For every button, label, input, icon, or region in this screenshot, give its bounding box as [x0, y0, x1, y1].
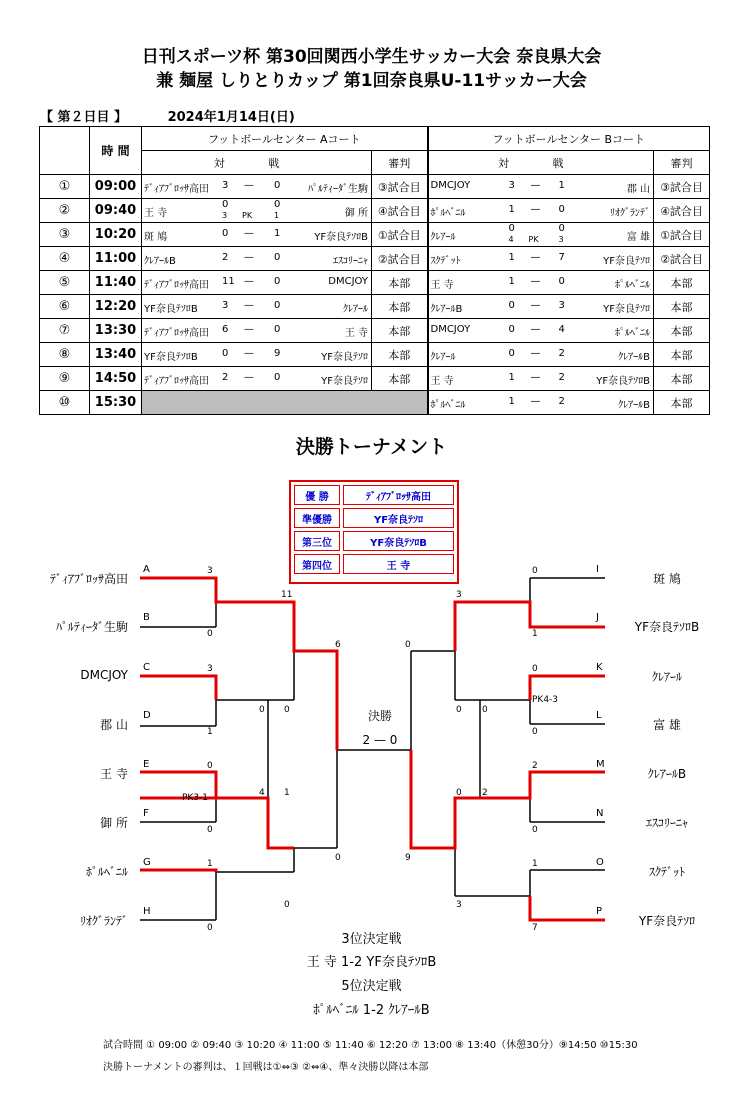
right-team-name: 斑 鳩: [653, 572, 681, 586]
score1: 0: [508, 348, 515, 359]
referee-cell: 本部: [654, 367, 710, 391]
header-vs-a: 対 戦: [142, 151, 372, 175]
ranking-label: 第三位: [294, 531, 340, 551]
right-team-slot: J: [596, 612, 599, 623]
third-place-match: 王 寺 1-2 YF奈良ﾃｿﾛB: [306, 955, 437, 970]
dash: —: [244, 228, 254, 239]
left-team-slot: B: [143, 612, 150, 623]
fifth-place-title: 5位決定戦: [341, 979, 402, 994]
team2: ｴｽｺﾘｰﾆｬ: [333, 256, 368, 267]
match-box: [142, 175, 371, 198]
round-score: 0: [335, 853, 341, 863]
match-court-b: [428, 295, 654, 319]
dash: —: [530, 180, 541, 191]
left-team-slot: E: [143, 759, 150, 770]
dash: —: [244, 372, 254, 383]
third-place-title: 3位決定戦: [341, 932, 402, 947]
round-score: 1: [284, 788, 290, 798]
footer-referees: 決勝トーナメントの審判は、１回戦は①⇔③ ②⇔④、準々決勝以降は本部: [103, 1062, 429, 1073]
day-label: 【 第２日目 】: [40, 110, 128, 125]
score1: 11: [222, 276, 235, 287]
header-court-b: フットボールセンター Bコート: [428, 127, 710, 151]
referee-cell: ①試合目: [372, 223, 428, 247]
day-header: [40, 106, 331, 125]
team1: 斑 鳩: [144, 232, 168, 243]
score1: 3: [508, 180, 515, 191]
match-court-a: [142, 223, 372, 247]
match-court-a: [142, 343, 372, 367]
team1: ﾎﾟﾙﾍﾞﾆﾙ: [430, 208, 466, 219]
match-court-a: [142, 199, 372, 223]
team2: 御 所: [344, 208, 368, 219]
right-team-slot: K: [596, 662, 603, 673]
left-team-slot: C: [143, 662, 150, 673]
team2: ﾘｵｸﾞﾗﾝﾃﾞ: [610, 208, 650, 219]
referee-cell: 本部: [654, 295, 710, 319]
match-box: [429, 199, 654, 222]
team2: DMCJOY: [328, 276, 368, 287]
left-team-score: 0: [207, 923, 213, 933]
referee-cell: ②試合目: [654, 247, 710, 271]
score1: 0: [508, 324, 515, 335]
score2: 0: [274, 300, 281, 311]
left-team-slot: H: [143, 906, 151, 917]
match-number: ⑩: [40, 391, 90, 415]
schedule-row: [40, 223, 710, 247]
match-box: [142, 343, 371, 366]
team2: YF奈良ﾃｿﾛB: [314, 232, 368, 243]
score2: 0: [274, 180, 281, 191]
fifth-place-match: ﾎﾟﾙﾍﾞﾆﾙ 1-2 ｸﾚｱｰﾙB: [313, 1003, 430, 1018]
team1: ｽｸﾃﾞｯﾄ: [430, 256, 461, 267]
referee-cell: ④試合目: [654, 199, 710, 223]
match-box: [429, 223, 654, 246]
team1: DMCJOY: [430, 324, 471, 335]
match-number: ⑦: [40, 319, 90, 343]
match-number: ⑥: [40, 295, 90, 319]
match-box: [142, 367, 371, 390]
dash: —: [244, 348, 254, 359]
score2: 0: [274, 324, 281, 335]
dash: —: [530, 300, 541, 311]
pk-label: PK: [528, 235, 539, 244]
match-court-b: [428, 343, 654, 367]
schedule-row: [40, 295, 710, 319]
referee-cell: ②試合目: [372, 247, 428, 271]
left-team-slot: A: [143, 564, 150, 575]
score2: 7: [558, 252, 565, 263]
right-team-score: 1: [532, 629, 538, 639]
match-time: 13:40: [90, 343, 142, 367]
pk-score1: 3: [222, 211, 228, 220]
score2: 0: [558, 223, 565, 234]
score2: 0: [274, 276, 281, 287]
schedule-row: [40, 343, 710, 367]
right-team-name: 富 雄: [653, 718, 681, 732]
match-number: ③: [40, 223, 90, 247]
round-score: 9: [405, 853, 411, 863]
round-score: 0: [284, 705, 290, 715]
dash: —: [244, 180, 254, 191]
score1: 0: [508, 300, 515, 311]
schedule-row: [40, 175, 710, 199]
team2: ｸﾚｱｰﾙ: [343, 304, 368, 315]
match-box: [142, 247, 371, 270]
team2: YF奈良ﾃｿﾛ: [603, 256, 650, 267]
match-time: 12:20: [90, 295, 142, 319]
left-team-name: ﾃﾞｨｱﾌﾞﾛｯｻ高田: [49, 572, 128, 586]
match-court-b: [428, 319, 654, 343]
team1: 王 寺: [430, 280, 454, 291]
match-number: ⑧: [40, 343, 90, 367]
team1: YF奈良ﾃｿﾛB: [144, 304, 198, 315]
right-team-score: 0: [532, 664, 538, 674]
team2: YF奈良ﾃｿﾛ: [321, 376, 368, 387]
team2: 郡 山: [626, 184, 650, 195]
team2: YF奈良ﾃｿﾛB: [596, 376, 650, 387]
dash: —: [244, 276, 254, 287]
match-time: 13:30: [90, 319, 142, 343]
round-score: 0: [405, 640, 411, 650]
schedule-row: [40, 367, 710, 391]
left-team-slot: G: [143, 857, 151, 868]
day-date: 2024年1月14日(日): [167, 110, 295, 125]
referee-cell: 本部: [372, 367, 428, 391]
score2: 0: [558, 204, 565, 215]
referee-cell: 本部: [372, 271, 428, 295]
tournament-title: 日刊スポーツ杯 第30回関西小学生サッカー大会 奈良県大会: [141, 47, 602, 67]
score1: 0: [222, 199, 229, 210]
right-team-slot: N: [596, 808, 604, 819]
left-team-name: ﾎﾟﾙﾍﾞﾆﾙ: [85, 865, 128, 879]
ranking-row: [294, 531, 454, 551]
final-tournament-title: 決勝トーナメント: [295, 436, 448, 458]
pk-label: PK: [242, 211, 253, 220]
score2: 9: [274, 348, 281, 359]
schedule-row: [40, 247, 710, 271]
right-team-name: ｸﾚｱｰﾙB: [647, 767, 687, 781]
round-score: 0: [482, 705, 488, 715]
left-team-score: 0: [207, 825, 213, 835]
right-team-name: YF奈良ﾃｿﾛB: [634, 620, 700, 634]
match-court-a: [142, 247, 372, 271]
score1: 1: [508, 372, 515, 383]
team1: 王 寺: [430, 376, 454, 387]
schedule-row: [40, 199, 710, 223]
right-team-score: 2: [532, 761, 538, 771]
left-team-slot: D: [143, 710, 151, 721]
bracket-lines: [0, 560, 743, 940]
match-box: [429, 391, 654, 414]
dash: —: [530, 252, 541, 263]
match-box: [429, 247, 654, 270]
match-court-b: [428, 391, 654, 415]
match-court-b: [428, 223, 654, 247]
pk-score1: 4: [508, 235, 514, 244]
score1: 1: [508, 396, 515, 407]
team1: ｸﾚｱｰﾙ: [430, 352, 456, 363]
left-team-name: 王 寺: [100, 767, 128, 781]
dash: —: [530, 276, 541, 287]
pk-score2: 3: [558, 235, 564, 244]
team1: DMCJOY: [430, 180, 471, 191]
round-score: 11: [281, 590, 293, 600]
header-court-a: フットボールセンター Aコート: [142, 127, 428, 151]
ranking-team: YF奈良ﾃｿﾛB: [343, 531, 454, 551]
left-team-slot: F: [143, 808, 149, 819]
header-vs-b: 対 戦: [428, 151, 654, 175]
score2: 3: [558, 300, 565, 311]
match-court-b: [428, 367, 654, 391]
round-score: 2: [482, 788, 488, 798]
match-box: [429, 343, 654, 366]
team1: YF奈良ﾃｿﾛB: [144, 352, 198, 363]
match-number: ①: [40, 175, 90, 199]
score2: 0: [274, 372, 281, 383]
match-court-a: [142, 367, 372, 391]
empty-court-cell: [142, 391, 428, 415]
round-score: 0: [456, 788, 462, 798]
left-team-name: ﾘｵｸﾞﾗﾝﾃﾞ: [79, 914, 128, 928]
referee-cell: 本部: [654, 343, 710, 367]
left-team-name: DMCJOY: [80, 668, 128, 682]
score1: 2: [222, 372, 229, 383]
match-box: [142, 319, 371, 342]
match-number: ⑨: [40, 367, 90, 391]
final-label: 決勝: [367, 709, 392, 723]
referee-cell: ③試合目: [654, 175, 710, 199]
match-court-a: [142, 271, 372, 295]
tournament-subtitle: 兼 麺屋 しりとりカップ 第1回奈良県U-11サッカー大会: [156, 71, 587, 91]
referee-cell: 本部: [372, 319, 428, 343]
team1: ﾃﾞｨｱﾌﾞﾛｯｻ高田: [144, 280, 209, 291]
team2: ｸﾚｱｰﾙB: [618, 352, 650, 363]
right-team-name: ｸﾚｱｰﾙ: [651, 670, 682, 684]
score2: 0: [558, 276, 565, 287]
right-team-slot: L: [596, 710, 602, 721]
score1: 0: [222, 228, 229, 239]
match-time: 09:00: [90, 175, 142, 199]
match-box: [429, 319, 654, 342]
match-court-a: [142, 175, 372, 199]
match-time: 15:30: [90, 391, 142, 415]
team1: ﾃﾞｨｱﾌﾞﾛｯｻ高田: [144, 376, 209, 387]
right-team-score: 0: [532, 727, 538, 737]
round-score: PK4-3: [532, 695, 559, 705]
left-team-name: ﾊﾟﾙﾃｨｰﾀﾞ生駒: [55, 620, 128, 634]
match-court-b: [428, 175, 654, 199]
match-box: [429, 295, 654, 318]
score2: 1: [558, 180, 565, 191]
match-number: ②: [40, 199, 90, 223]
referee-cell: 本部: [372, 295, 428, 319]
match-box: [429, 271, 654, 294]
match-court-b: [428, 199, 654, 223]
match-time: 11:40: [90, 271, 142, 295]
score1: 1: [508, 276, 515, 287]
ranking-label: 準優勝: [294, 508, 340, 528]
round-score: 3: [456, 590, 462, 600]
score1: 0: [508, 223, 515, 234]
referee-cell: ④試合目: [372, 199, 428, 223]
right-team-score: 1: [532, 859, 538, 869]
right-team-name: YF奈良ﾃｿﾛ: [638, 914, 696, 928]
referee-cell: 本部: [372, 343, 428, 367]
right-team-score: 0: [532, 566, 538, 576]
left-team-name: 御 所: [100, 816, 128, 830]
dash: —: [530, 372, 541, 383]
right-team-slot: I: [596, 564, 599, 575]
ranking-label: 第四位: [294, 554, 340, 574]
ranking-team: YF奈良ﾃｿﾛ: [343, 508, 454, 528]
score1: 6: [222, 324, 229, 335]
dash: —: [530, 204, 541, 215]
referee-cell: 本部: [654, 319, 710, 343]
round-score: PK3-1: [182, 793, 209, 803]
right-team-slot: O: [596, 857, 604, 868]
team2: ｸﾚｱｰﾙB: [618, 400, 650, 411]
team1: ｸﾚｱｰﾙ: [430, 232, 456, 243]
match-court-a: [142, 295, 372, 319]
team2: YF奈良ﾃｿﾛ: [603, 304, 650, 315]
score2: 4: [558, 324, 565, 335]
team1: 王 寺: [144, 208, 168, 219]
footer-times: 試合時間 ① 09:00 ② 09:40 ③ 10:20 ④ 11:00 ⑤ 11:40 ⑥ 12:20 ⑦ 13:00 ⑧ 13:40（休憩30分）⑨14:50 ⑩15:30: [103, 1040, 638, 1051]
left-team-name: 郡 山: [100, 718, 128, 732]
team1: ｸﾚｱｰﾙB: [430, 304, 463, 315]
score1: 1: [508, 204, 515, 215]
team2: 富 雄: [626, 232, 650, 243]
score1: 1: [508, 252, 515, 263]
match-box: [142, 295, 371, 318]
ranking-row: [294, 508, 454, 528]
match-court-b: [428, 271, 654, 295]
match-time: 14:50: [90, 367, 142, 391]
match-box: [142, 271, 371, 294]
score2: 2: [558, 396, 565, 407]
team2: ﾊﾟﾙﾃｨｰﾀﾞ生駒: [308, 184, 368, 195]
schedule-row: [40, 319, 710, 343]
round-score: 4: [259, 788, 265, 798]
score2: 0: [274, 252, 281, 263]
referee-cell: ③試合目: [372, 175, 428, 199]
score2: 1: [274, 228, 281, 239]
round-score: 6: [335, 640, 341, 650]
team2: ﾎﾟﾙﾍﾞﾆﾙ: [615, 280, 650, 291]
match-box: [142, 199, 371, 222]
round-score: 0: [456, 705, 462, 715]
left-team-score: 3: [207, 664, 213, 674]
score1: 3: [222, 180, 229, 191]
score2: 2: [558, 348, 565, 359]
pk-score2: 1: [274, 211, 280, 220]
score2: 0: [274, 199, 281, 210]
match-box: [142, 223, 371, 246]
match-time: 11:00: [90, 247, 142, 271]
dash: —: [244, 300, 254, 311]
left-team-score: 3: [207, 566, 213, 576]
match-box: [429, 175, 654, 198]
schedule-table: [39, 126, 710, 415]
match-time: 10:20: [90, 223, 142, 247]
header-blank: [40, 127, 90, 175]
match-number: ⑤: [40, 271, 90, 295]
dash: —: [530, 348, 541, 359]
dash: —: [530, 396, 541, 407]
header-ref-b: 審判: [654, 151, 710, 175]
right-team-name: ｴｽｺﾘｰﾆｬ: [645, 816, 688, 830]
score1: 3: [222, 300, 229, 311]
final-score: 2 — 0: [362, 733, 398, 747]
referee-cell: 本部: [654, 391, 710, 415]
left-team-score: 0: [207, 761, 213, 771]
round-score: 0: [284, 900, 290, 910]
schedule-row: [40, 391, 710, 415]
team1: ﾎﾟﾙﾍﾞﾆﾙ: [430, 400, 466, 411]
referee-cell: ①試合目: [654, 223, 710, 247]
left-team-score: 1: [207, 859, 213, 869]
left-team-score: 1: [207, 727, 213, 737]
score1: 0: [222, 348, 229, 359]
team2: ﾎﾟﾙﾍﾞﾆﾙ: [615, 328, 650, 339]
ranking-label: 優 勝: [294, 485, 340, 505]
ranking-team: ﾃﾞｨｱﾌﾞﾛｯｻ高田: [343, 485, 454, 505]
team1: ﾃﾞｨｱﾌﾞﾛｯｻ高田: [144, 328, 209, 339]
ranking-row: [294, 485, 454, 505]
dash: —: [530, 324, 541, 335]
referee-cell: 本部: [654, 271, 710, 295]
team2: 王 寺: [344, 328, 368, 339]
match-court-a: [142, 319, 372, 343]
match-time: 09:40: [90, 199, 142, 223]
dash: —: [244, 324, 254, 335]
match-court-b: [428, 247, 654, 271]
right-team-score: 7: [532, 923, 538, 933]
team1: ﾃﾞｨｱﾌﾞﾛｯｻ高田: [144, 184, 209, 195]
right-team-slot: P: [596, 906, 603, 917]
right-team-name: ｽｸﾃﾞｯﾄ: [648, 865, 685, 879]
score2: 2: [558, 372, 565, 383]
dash: —: [244, 252, 254, 263]
header-time: 時 間: [90, 127, 142, 175]
round-score: 3: [456, 900, 462, 910]
score1: 2: [222, 252, 229, 263]
team1: ｸﾚｱｰﾙB: [144, 256, 176, 267]
header-ref-a: 審判: [372, 151, 428, 175]
match-box: [429, 367, 654, 390]
schedule-row: [40, 271, 710, 295]
right-team-slot: M: [596, 759, 605, 770]
round-score: 0: [259, 705, 265, 715]
ranking-team: 王 寺: [343, 554, 454, 574]
match-number: ④: [40, 247, 90, 271]
left-team-score: 0: [207, 629, 213, 639]
right-team-score: 0: [532, 825, 538, 835]
team2: YF奈良ﾃｿﾛ: [321, 352, 368, 363]
